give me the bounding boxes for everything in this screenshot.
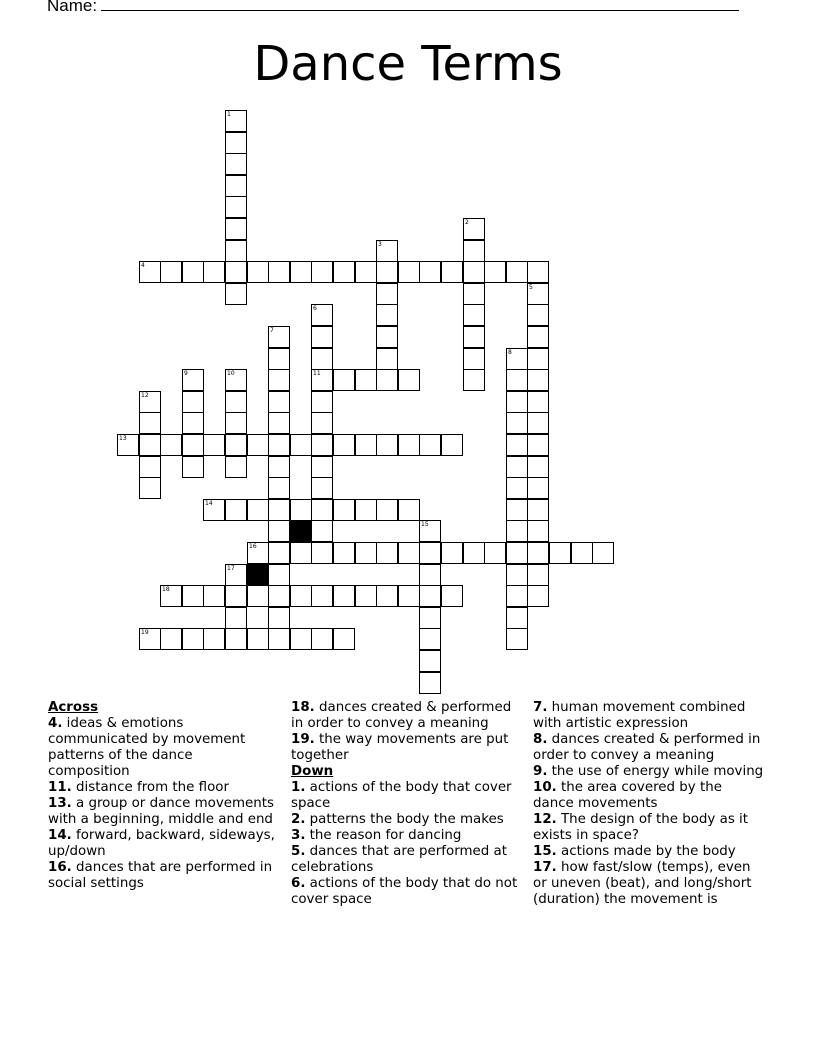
clue-down-10: 10. the area covered by the dance movements <box>533 780 722 811</box>
clue-number: 16 <box>249 543 257 550</box>
grid-cell[interactable] <box>506 369 528 391</box>
grid-cell[interactable] <box>290 628 312 650</box>
name-label: Name: <box>47 0 98 15</box>
grid-cell[interactable] <box>441 585 463 607</box>
grid-cell[interactable] <box>592 542 614 564</box>
grid-cell[interactable] <box>333 369 355 391</box>
clue-number: 14 <box>205 500 213 507</box>
grid-cell[interactable] <box>290 499 312 521</box>
clue-across-16: 16. dances that are performed in social settings <box>48 860 273 891</box>
grid-cell[interactable] <box>527 326 549 348</box>
grid-cell[interactable] <box>247 542 269 564</box>
grid-cell[interactable] <box>311 348 333 370</box>
grid-cell[interactable] <box>527 499 549 521</box>
grid-cell[interactable] <box>290 261 312 283</box>
grid-cell[interactable] <box>182 456 204 478</box>
grid-cell[interactable] <box>333 261 355 283</box>
clue-down-9: 9. the use of energy while moving <box>533 764 764 779</box>
grid-cell[interactable] <box>527 348 549 370</box>
grid-cell[interactable] <box>225 175 247 197</box>
grid-cell[interactable] <box>160 628 182 650</box>
grid-cell[interactable] <box>419 520 441 542</box>
grid-cell[interactable] <box>225 261 247 283</box>
grid-cell[interactable] <box>182 434 204 456</box>
grid-cell[interactable] <box>182 391 204 413</box>
grid-cell[interactable] <box>506 520 528 542</box>
grid-cell[interactable] <box>376 348 398 370</box>
grid-cell[interactable] <box>419 607 441 629</box>
grid-cell[interactable] <box>527 477 549 499</box>
clue-number: 3 <box>378 241 382 248</box>
grid-cell[interactable] <box>268 369 290 391</box>
grid-cell[interactable] <box>506 628 528 650</box>
grid-cell[interactable] <box>463 542 485 564</box>
grid-cell[interactable] <box>419 585 441 607</box>
grid-cell[interactable] <box>247 261 269 283</box>
grid-cell[interactable] <box>311 304 333 326</box>
grid-cell[interactable] <box>419 434 441 456</box>
grid-cell[interactable] <box>419 628 441 650</box>
grid-cell[interactable] <box>311 391 333 413</box>
grid-cell[interactable] <box>225 218 247 240</box>
clues-column-2 <box>291 700 523 908</box>
grid-cell[interactable] <box>355 261 377 283</box>
grid-cell[interactable] <box>268 585 290 607</box>
grid-cell[interactable] <box>527 369 549 391</box>
grid-cell[interactable] <box>506 412 528 434</box>
grid-cell[interactable] <box>506 477 528 499</box>
grid-cell-black <box>290 520 312 542</box>
grid-cell[interactable] <box>376 369 398 391</box>
down-heading: Down <box>291 764 334 779</box>
grid-cell[interactable] <box>355 369 377 391</box>
grid-cell[interactable] <box>527 564 549 586</box>
grid-cell[interactable] <box>225 499 247 521</box>
grid-cell[interactable] <box>247 499 269 521</box>
grid-cell[interactable] <box>182 369 204 391</box>
grid-cell[interactable] <box>225 132 247 154</box>
grid-cell[interactable] <box>139 477 161 499</box>
grid-cell[interactable] <box>527 456 549 478</box>
grid-cell[interactable] <box>311 434 333 456</box>
grid-cell[interactable] <box>355 434 377 456</box>
grid-cell[interactable] <box>247 585 269 607</box>
grid-cell-black <box>247 564 269 586</box>
grid-cell[interactable] <box>463 369 485 391</box>
grid-cell[interactable] <box>506 261 528 283</box>
grid-cell[interactable] <box>527 434 549 456</box>
grid-cell[interactable] <box>225 585 247 607</box>
grid-cell[interactable] <box>333 628 355 650</box>
grid-cell[interactable] <box>419 542 441 564</box>
grid-cell[interactable] <box>527 585 549 607</box>
grid-cell[interactable] <box>139 391 161 413</box>
grid-cell[interactable] <box>441 434 463 456</box>
grid-cell[interactable] <box>463 283 485 305</box>
grid-cell[interactable] <box>311 456 333 478</box>
grid-cell[interactable] <box>398 434 420 456</box>
clues-column-3 <box>533 700 765 908</box>
grid-cell[interactable] <box>247 434 269 456</box>
grid-cell[interactable] <box>398 499 420 521</box>
grid-cell[interactable] <box>355 542 377 564</box>
grid-cell[interactable] <box>527 542 549 564</box>
grid-cell[interactable] <box>139 456 161 478</box>
clue-number: 13 <box>119 435 127 442</box>
grid-cell[interactable] <box>527 520 549 542</box>
grid-cell[interactable] <box>203 434 225 456</box>
grid-cell[interactable] <box>376 283 398 305</box>
clue-number: 10 <box>227 370 235 377</box>
grid-cell[interactable] <box>311 628 333 650</box>
clue-number: 8 <box>508 349 512 356</box>
grid-cell[interactable] <box>225 110 247 132</box>
grid-cell[interactable] <box>527 304 549 326</box>
grid-cell[interactable] <box>203 499 225 521</box>
grid-cell[interactable] <box>463 218 485 240</box>
clue-number: 15 <box>421 521 429 528</box>
grid-cell[interactable] <box>311 412 333 434</box>
clue-down-12: 12. The design of the body as it exists in space? <box>533 812 749 843</box>
grid-cell[interactable] <box>247 628 269 650</box>
grid-cell[interactable] <box>527 261 549 283</box>
clue-number: 1 <box>227 111 231 118</box>
clue-across-4: 4. ideas & emotions communicated by movement patterns of the dance composition <box>48 716 246 779</box>
grid-cell[interactable] <box>527 412 549 434</box>
grid-cell[interactable] <box>463 304 485 326</box>
grid-cell[interactable] <box>225 196 247 218</box>
grid-cell[interactable] <box>139 412 161 434</box>
grid-cell[interactable] <box>484 261 506 283</box>
grid-cell[interactable] <box>268 499 290 521</box>
clue-number: 18 <box>162 586 170 593</box>
clue-across-18: 18. dances created & performed in order to convey a meaning <box>291 700 512 731</box>
grid-cell[interactable] <box>117 434 139 456</box>
grid-cell[interactable] <box>160 261 182 283</box>
grid-cell[interactable] <box>333 542 355 564</box>
grid-cell[interactable] <box>376 585 398 607</box>
grid-cell[interactable] <box>311 585 333 607</box>
grid-cell[interactable] <box>182 412 204 434</box>
grid-cell[interactable] <box>268 628 290 650</box>
grid-cell[interactable] <box>182 261 204 283</box>
grid-cell[interactable] <box>398 261 420 283</box>
grid-cell[interactable] <box>506 585 528 607</box>
grid-cell[interactable] <box>376 304 398 326</box>
clue-number: 6 <box>313 305 317 312</box>
grid-cell[interactable] <box>506 456 528 478</box>
grid-cell[interactable] <box>225 412 247 434</box>
grid-cell[interactable] <box>225 607 247 629</box>
clue-down-15: 15. actions made by the body <box>533 844 736 859</box>
clue-number: 9 <box>184 370 188 377</box>
clue-across-11: 11. distance from the floor <box>48 780 229 795</box>
grid-cell[interactable] <box>333 499 355 521</box>
grid-cell[interactable] <box>268 391 290 413</box>
grid-cell[interactable] <box>311 369 333 391</box>
grid-cell[interactable] <box>290 434 312 456</box>
grid-cell[interactable] <box>463 240 485 262</box>
clue-across-13: 13. a group or dance movements with a beginning, middle and end <box>48 796 275 827</box>
grid-cell[interactable] <box>268 412 290 434</box>
page-title: Dance Terms <box>253 36 563 92</box>
grid-cell[interactable] <box>398 369 420 391</box>
grid-cell[interactable] <box>333 434 355 456</box>
grid-cell[interactable] <box>311 326 333 348</box>
grid-cell[interactable] <box>203 585 225 607</box>
grid-cell[interactable] <box>311 261 333 283</box>
grid-cell[interactable] <box>311 499 333 521</box>
grid-cell[interactable] <box>506 348 528 370</box>
clue-number: 5 <box>529 284 533 291</box>
grid-cell[interactable] <box>441 261 463 283</box>
grid-cell[interactable] <box>225 369 247 391</box>
grid-cell[interactable] <box>225 391 247 413</box>
grid-cell[interactable] <box>376 542 398 564</box>
grid-cell[interactable] <box>506 391 528 413</box>
clue-down-7: 7. human movement combined with artistic expression <box>533 700 746 731</box>
grid-cell[interactable] <box>506 434 528 456</box>
grid-cell[interactable] <box>506 499 528 521</box>
clue-number: 17 <box>227 565 235 572</box>
grid-cell[interactable] <box>441 542 463 564</box>
grid-cell[interactable] <box>225 240 247 262</box>
grid-cell[interactable] <box>203 628 225 650</box>
grid-cell[interactable] <box>268 607 290 629</box>
grid-cell[interactable] <box>139 261 161 283</box>
grid-cell[interactable] <box>484 542 506 564</box>
clue-number: 2 <box>465 219 469 226</box>
grid-cell[interactable] <box>419 650 441 672</box>
grid-cell[interactable] <box>182 585 204 607</box>
grid-cell[interactable] <box>376 499 398 521</box>
clue-across-14: 14. forward, backward, sideways, up/down <box>48 828 275 859</box>
grid-cell[interactable] <box>225 628 247 650</box>
grid-cell[interactable] <box>419 672 441 694</box>
grid-cell[interactable] <box>398 585 420 607</box>
grid-cell[interactable] <box>376 261 398 283</box>
clue-down-2: 2. patterns the body the makes <box>291 812 504 827</box>
grid-cell[interactable] <box>376 326 398 348</box>
clue-number: 19 <box>141 629 149 636</box>
grid-cell[interactable] <box>268 456 290 478</box>
grid-cell[interactable] <box>225 153 247 175</box>
grid-cell[interactable] <box>506 542 528 564</box>
clue-down-1: 1. actions of the body that cover space <box>291 780 512 811</box>
grid-cell[interactable] <box>506 607 528 629</box>
grid-cell[interactable] <box>398 542 420 564</box>
clue-number: 11 <box>313 370 321 377</box>
grid-cell[interactable] <box>376 240 398 262</box>
grid-cell[interactable] <box>506 564 528 586</box>
grid-cell[interactable] <box>355 585 377 607</box>
grid-cell[interactable] <box>463 326 485 348</box>
grid-cell[interactable] <box>527 283 549 305</box>
grid-cell[interactable] <box>268 326 290 348</box>
grid-cell[interactable] <box>225 283 247 305</box>
grid-cell[interactable] <box>333 585 355 607</box>
grid-cell[interactable] <box>225 564 247 586</box>
grid-cell[interactable] <box>139 628 161 650</box>
grid-cell[interactable] <box>311 477 333 499</box>
grid-cell[interactable] <box>463 261 485 283</box>
grid-cell[interactable] <box>549 542 571 564</box>
grid-cell[interactable] <box>268 477 290 499</box>
clue-number: 12 <box>141 392 149 399</box>
grid-cell[interactable] <box>376 434 398 456</box>
grid-cell[interactable] <box>419 261 441 283</box>
grid-cell[interactable] <box>268 564 290 586</box>
grid-cell[interactable] <box>463 348 485 370</box>
grid-cell[interactable] <box>290 542 312 564</box>
grid-cell[interactable] <box>268 542 290 564</box>
across-heading: Across <box>48 700 99 715</box>
grid-cell[interactable] <box>203 261 225 283</box>
grid-cell[interactable] <box>311 520 333 542</box>
clue-down-17: 17. how fast/slow (temps), even or uneven (beat), and long/short (duration) the movement is <box>533 860 752 907</box>
grid-cell[interactable] <box>527 391 549 413</box>
grid-cell[interactable] <box>160 585 182 607</box>
grid-cell[interactable] <box>311 542 333 564</box>
grid-cell[interactable] <box>225 456 247 478</box>
grid-cell[interactable] <box>225 434 247 456</box>
grid-cell[interactable] <box>268 434 290 456</box>
grid-cell[interactable] <box>268 520 290 542</box>
grid-cell[interactable] <box>268 261 290 283</box>
clue-down-8: 8. dances created & performed in order to convey a meaning <box>533 732 761 763</box>
grid-cell[interactable] <box>419 564 441 586</box>
grid-cell[interactable] <box>355 499 377 521</box>
clues-column-1 <box>48 700 276 892</box>
clue-down-3: 3. the reason for dancing <box>291 828 462 843</box>
grid-cell[interactable] <box>571 542 593 564</box>
grid-cell[interactable] <box>268 348 290 370</box>
clue-number: 4 <box>141 262 145 269</box>
clue-down-6: 6. actions of the body that do not cover space <box>291 876 518 907</box>
grid-cell[interactable] <box>139 434 161 456</box>
clue-across-19: 19. the way movements are put together <box>291 732 509 763</box>
grid-cell[interactable] <box>160 434 182 456</box>
grid-cell[interactable] <box>290 585 312 607</box>
clue-number: 7 <box>270 327 274 334</box>
grid-cell[interactable] <box>182 628 204 650</box>
clue-down-5: 5. dances that are performed at celebrations <box>291 844 507 875</box>
